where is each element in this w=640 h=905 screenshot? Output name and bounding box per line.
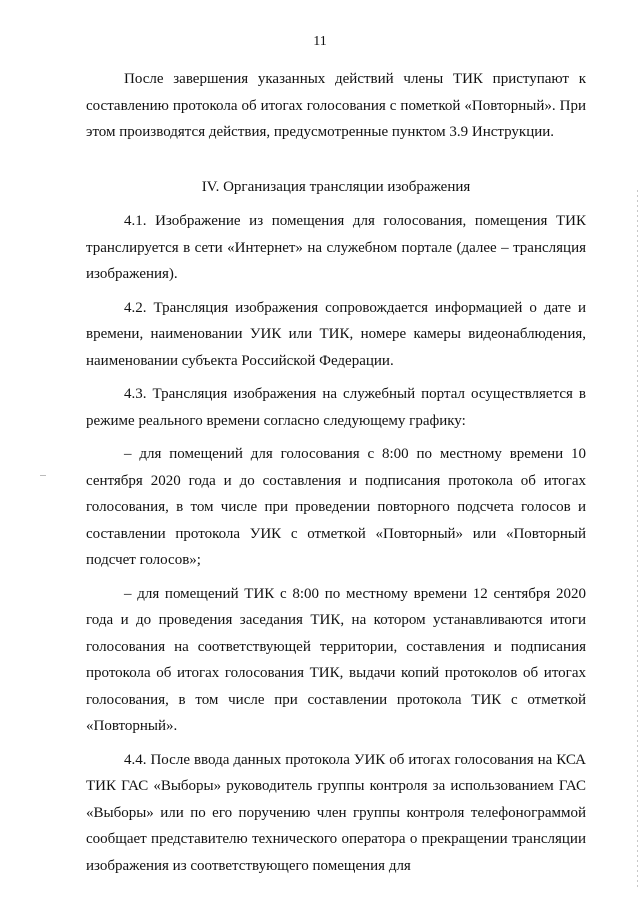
page-number: 11 — [313, 34, 327, 49]
scan-margin-mark — [40, 475, 46, 476]
list-item-tik-premises: – для помещений ТИК с 8:00 по местному времени 12 сентября 2020 года и до проведения заседания ТИК, на котором устанавливаются итоги голосования на соответствующей территории, составления и подписания протокола об итогах голосования ТИК, выдачи копий протоколов об итогах голосования, в том числе при составлении протокола ТИК с отметкой «Повторный». — [86, 585, 586, 734]
scan-edge-artifact — [637, 190, 638, 890]
list-item-voting-premises: – для помещений для голосования с 8:00 по местному времени 10 сентября 2020 года и до составления и подписания протокола об итогах голосования, в том числе при проведении повторного подсчета голосов и составлении протокола УИК с отметкой «Повторный» или «Повторный подсчет голосов»; — [86, 446, 586, 568]
document-body — [86, 66, 586, 879]
paragraph-4-3: 4.3. Трансляция изображения на служебный портал осуществляется в режиме реального времени согласно следующему графику: — [86, 386, 586, 429]
paragraph-4-4: 4.4. После ввода данных протокола УИК об итогах голосования на КСА ТИК ГАС «Выборы» руководитель группы контроля за использованием ГАС «Выборы» или по его поручению член группы контроля телефонограммой сообщает представителю технического оператора о прекращении трансляции изображения из соответствующего помещения для — [86, 751, 586, 874]
paragraph-4-1: 4.1. Изображение из помещения для голосования, помещения ТИК транслируется в сети «Интернет» на служебном портале (далее – трансляция изображения). — [86, 213, 586, 282]
paragraph-protocol-repeat: После завершения указанных действий члены ТИК приступают к составлению протокола об итогах голосования с пометкой «Повторный». При этом производятся действия, предусмотренные пунктом 3.9 Инструкции. — [86, 71, 586, 140]
section-heading: IV. Организация трансляции изображения — [201, 178, 471, 195]
paragraph-4-2: 4.2. Трансляция изображения сопровождается информацией о дате и времени, наименовании УИК или ТИК, номере камеры видеонаблюдения, наименовании субъекта Российской Федерации. — [86, 299, 586, 369]
